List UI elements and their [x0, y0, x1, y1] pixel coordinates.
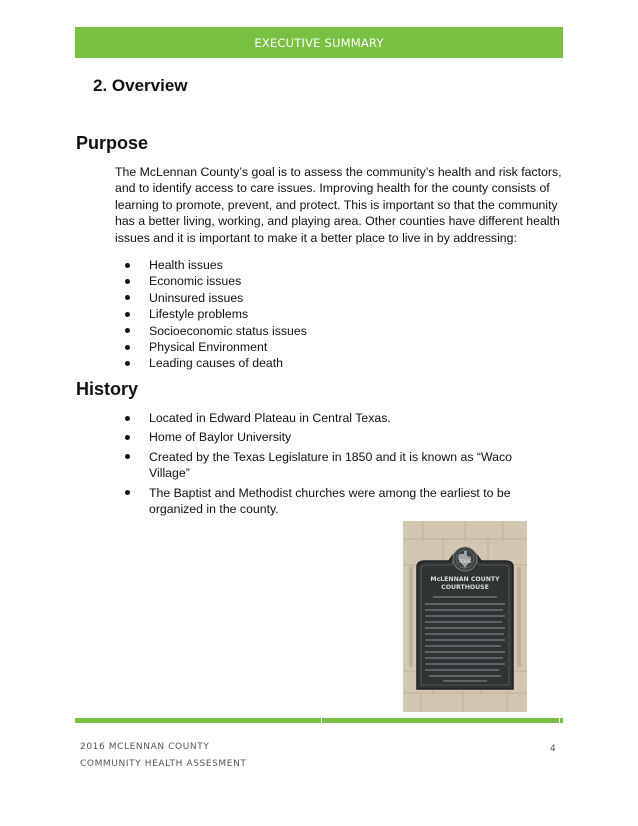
footer-line2: COMMUNITY HEALTH ASSESMENT — [80, 759, 247, 769]
list-item-text: Created by the Texas Legislature in 1850 and it is known as “Waco Village” — [149, 449, 512, 481]
purpose-bullet-list — [115, 257, 555, 372]
bullet-dot-icon — [125, 345, 130, 350]
list-item-text: Economic issues — [149, 274, 242, 289]
list-item — [115, 323, 555, 339]
courthouse-plaque-photo — [403, 521, 527, 712]
section-title: 2. Overview — [93, 76, 188, 95]
bullet-dot-icon — [125, 295, 130, 300]
page-number: 4 — [550, 744, 556, 754]
list-item-text: Physical Environment — [149, 340, 268, 355]
list-item-text: Leading causes of death — [149, 356, 284, 371]
footer-divider — [75, 718, 563, 723]
list-item — [115, 290, 555, 306]
list-item — [115, 410, 535, 426]
list-item-text: The Baptist and Methodist churches were among the earliest to be organized in the county. — [149, 485, 511, 517]
history-heading: History — [76, 379, 139, 399]
bullet-dot-icon — [125, 328, 130, 333]
bullet-dot-icon — [125, 416, 130, 421]
bullet-dot-icon — [125, 454, 130, 459]
footer-line1: 2016 MCLENNAN COUNTY — [80, 742, 210, 752]
bullet-dot-icon — [125, 263, 130, 268]
footer-text — [80, 739, 247, 773]
list-item — [115, 485, 535, 518]
purpose-paragraph: The McLennan County’s goal is to assess the community’s health and risk factors, and to identify access to care issues. Improving health for the county consists of learning to promote, prevent, and protect. This is important so that the community has a better living, working, and playing area. Other counties have different health issues and it is important to make it a better place to live in by addressing: — [115, 165, 562, 245]
list-item-text: Lifestyle problems — [149, 307, 249, 322]
list-item — [115, 273, 555, 289]
footer-divider-tick — [321, 718, 322, 723]
header-banner-text: EXECUTIVE SUMMARY — [254, 35, 384, 50]
list-item — [115, 355, 555, 371]
plaque-title-line2: COURTHOUSE — [441, 584, 489, 591]
plaque-title-line1: McLENNAN COUNTY — [430, 576, 500, 583]
list-item — [115, 339, 555, 355]
history-bullet-list — [115, 410, 535, 520]
list-item — [115, 429, 535, 445]
list-item-text: Home of Baylor University — [149, 430, 292, 445]
bullet-dot-icon — [125, 312, 130, 317]
header-banner — [75, 27, 563, 58]
bullet-dot-icon — [125, 435, 130, 440]
list-item-text: Uninsured issues — [149, 290, 244, 305]
list-item — [115, 449, 535, 482]
list-item-text: Health issues — [149, 258, 223, 272]
footer-divider-tick — [559, 718, 560, 723]
bullet-dot-icon — [125, 279, 130, 284]
purpose-heading: Purpose — [76, 133, 149, 153]
bullet-dot-icon — [125, 361, 130, 366]
list-item-text: Socioeconomic status issues — [149, 323, 307, 338]
plaque-illustration — [403, 521, 527, 712]
list-item — [115, 257, 555, 273]
bullet-dot-icon — [125, 490, 130, 495]
plaque-state-label: TEXAS — [458, 559, 472, 564]
list-item-text: Located in Edward Plateau in Central Texas. — [149, 411, 391, 425]
list-item — [115, 306, 555, 322]
